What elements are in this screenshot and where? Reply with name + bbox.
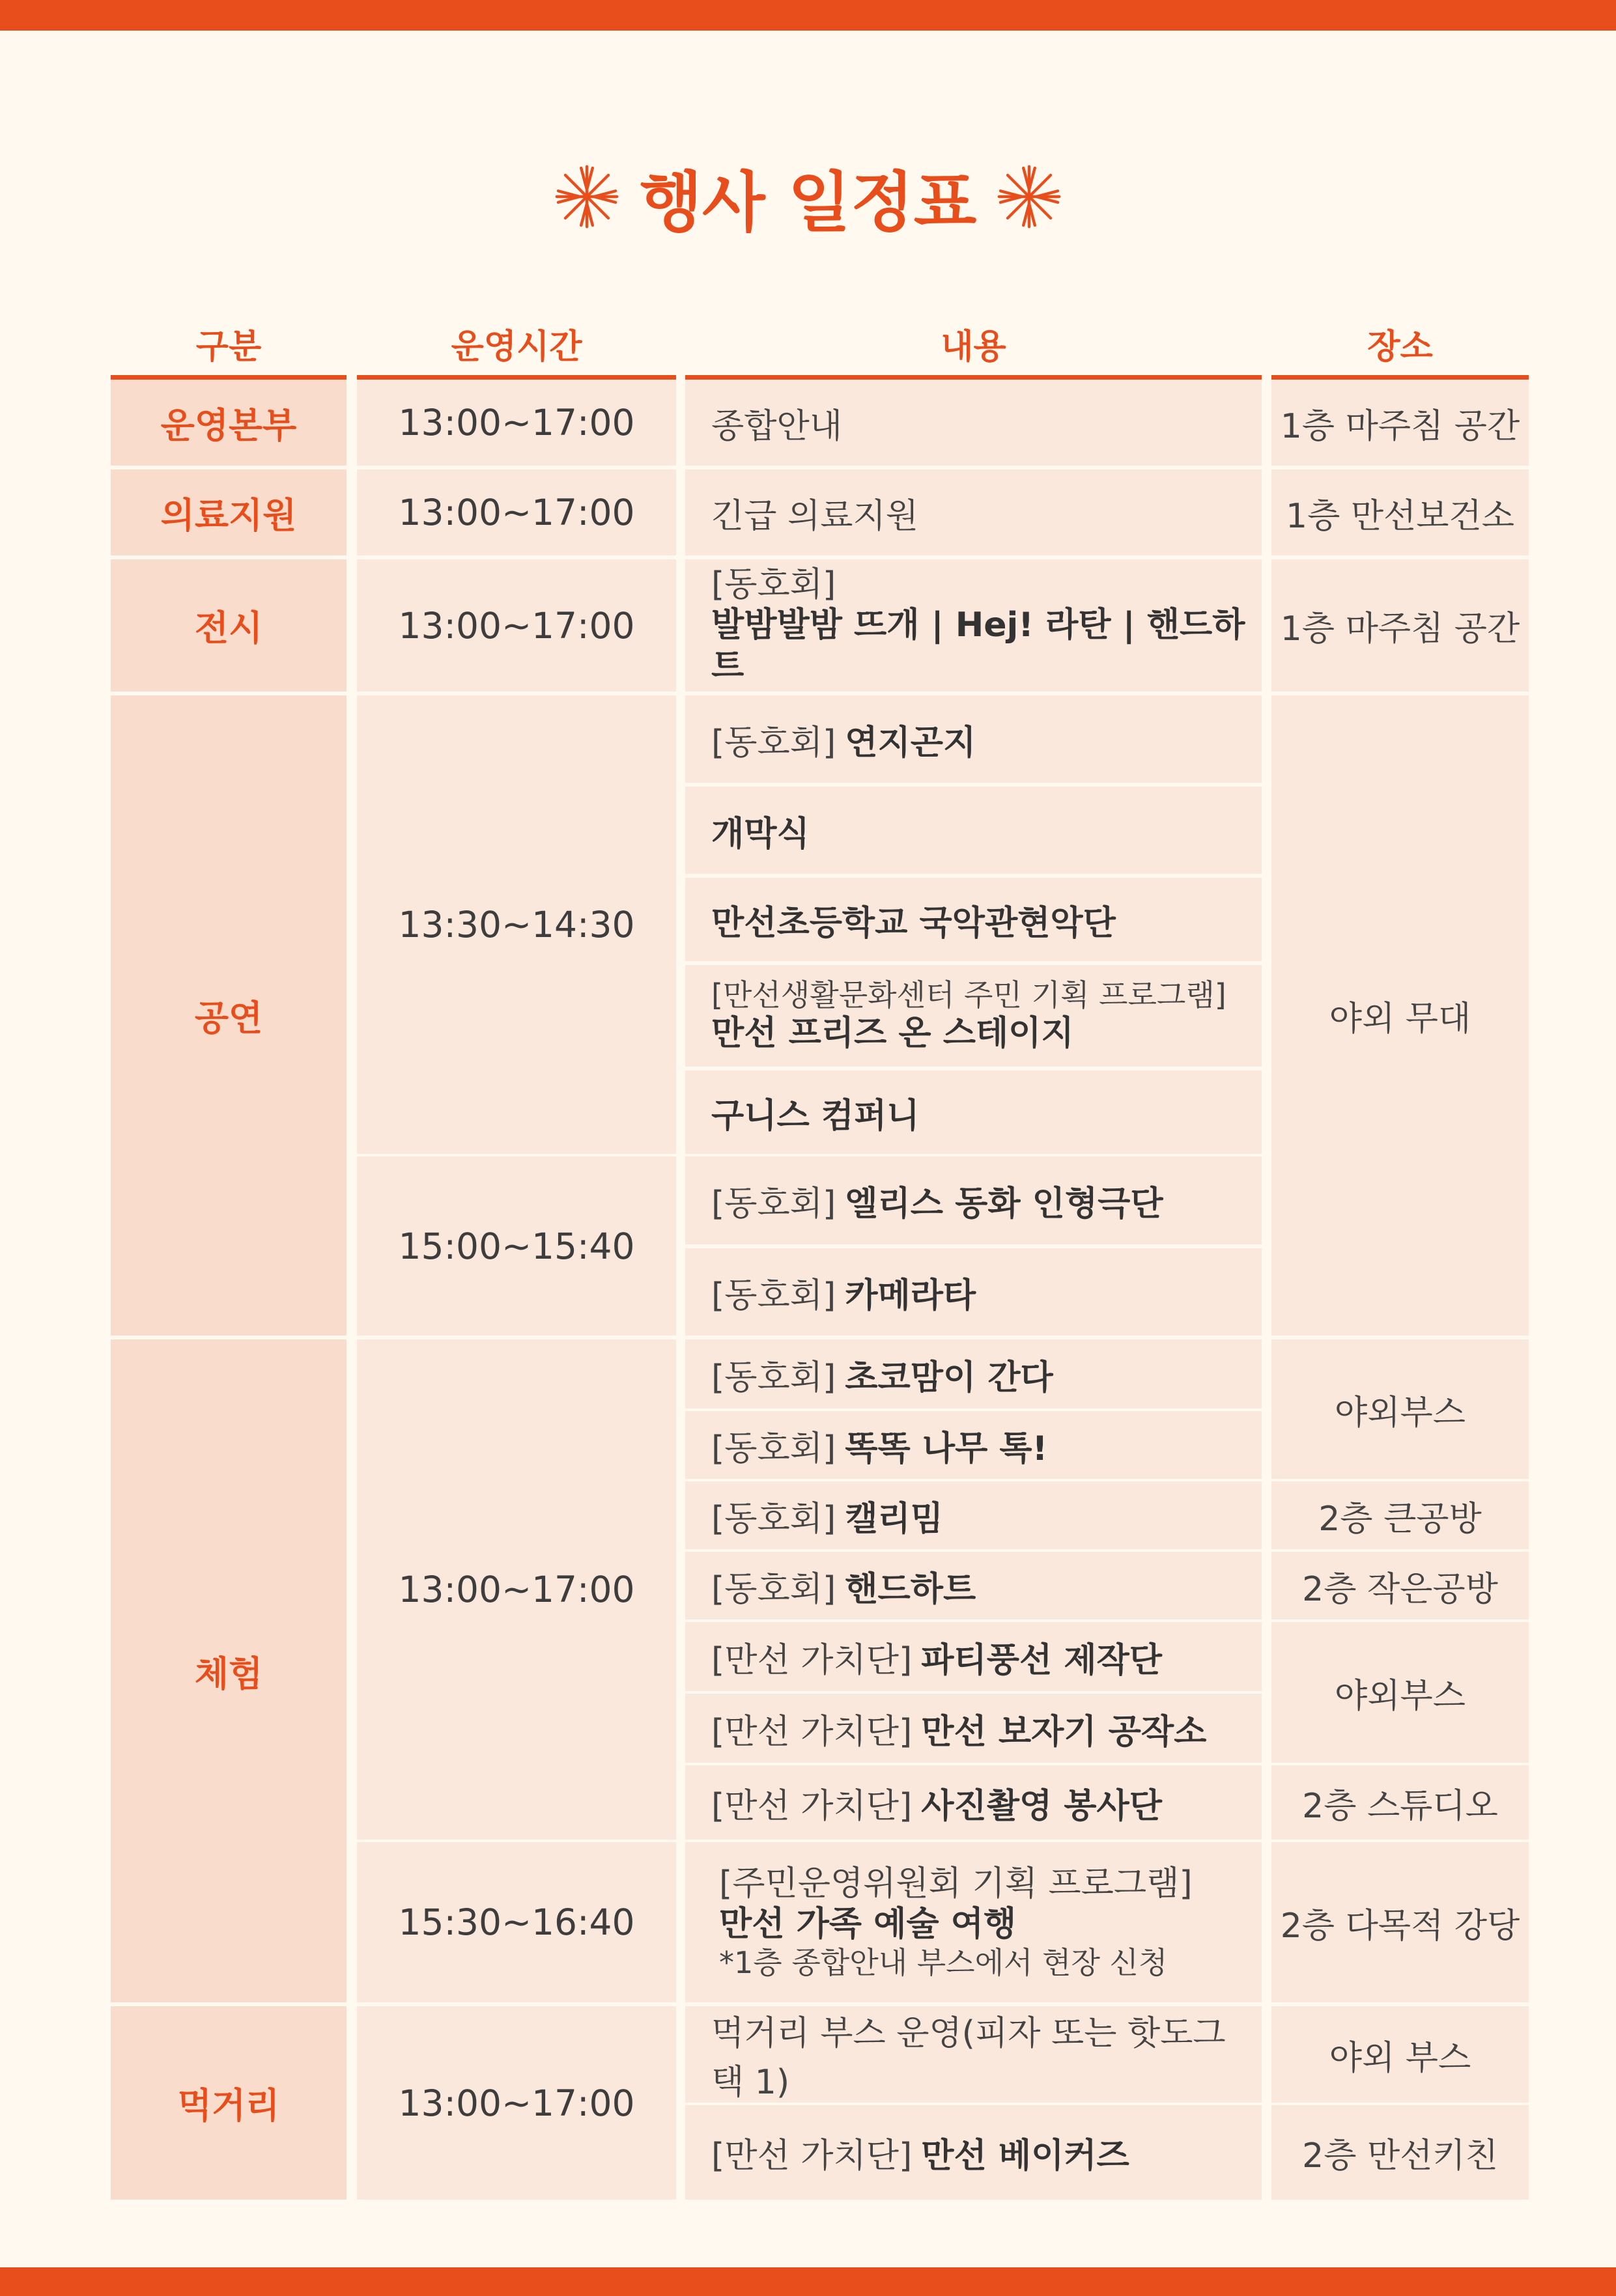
content-title: 구니스 컴퍼니 — [711, 1096, 920, 1136]
content-prefix: [주민운영위원회 기획 프로그램] — [719, 1864, 1193, 1904]
title-text: 행사 일정표 — [639, 164, 977, 241]
content-prefix: [만선 가치단] — [711, 2136, 913, 2176]
time-cell: 15:00~15:40 — [357, 1156, 676, 1336]
place-cell: 1층 만선보건소 — [1271, 469, 1529, 555]
content-cell — [685, 1622, 1262, 1691]
place-cell: 1층 마주침 공간 — [1271, 380, 1529, 466]
header-time: 운영시간 — [357, 311, 676, 380]
content-cell — [685, 1411, 1262, 1479]
content-cell — [685, 695, 1262, 783]
category-cell: 먹거리 — [111, 2006, 347, 2200]
content-prefix: [동호회] — [711, 565, 836, 604]
content-prefix: [동호회] — [711, 1358, 836, 1397]
content-cell — [685, 1552, 1262, 1619]
content-prefix: [동호회] — [711, 723, 836, 763]
sparkle-icon — [993, 161, 1065, 232]
content-note: *1층 종합안내 부스에서 현장 신청 — [719, 1944, 1168, 1980]
content-prefix: [만선 가치단] — [711, 1786, 913, 1826]
content-title: 만선 베이커즈 — [921, 2136, 1129, 2176]
time-cell: 13:00~17:00 — [357, 380, 676, 466]
place-cell: 야외부스 — [1271, 1622, 1529, 1763]
content-cell: 종합안내 — [685, 380, 1262, 466]
content-title: 캘리밈 — [845, 1499, 943, 1539]
place-cell: 2층 작은공방 — [1271, 1552, 1529, 1619]
content-cell — [685, 1481, 1262, 1549]
time-cell: 13:00~17:00 — [357, 2006, 676, 2200]
time-cell: 13:30~14:30 — [357, 695, 676, 1154]
content-title: 똑똑 나무 톡! — [845, 1429, 1048, 1468]
content-cell: 긴급 의료지원 — [685, 469, 1262, 555]
content-title: 핸드하트 — [845, 1569, 976, 1609]
time-cell: 13:00~17:00 — [357, 1339, 676, 1840]
place-cell: 야외 부스 — [1271, 2006, 1529, 2103]
content-cell — [685, 878, 1262, 961]
time-cell: 15:30~16:40 — [357, 1842, 676, 2002]
place-cell: 2층 큰공방 — [1271, 1481, 1529, 1549]
content-cell — [685, 965, 1262, 1067]
content-title: 만선 가족 예술 여행 — [719, 1905, 1017, 1944]
content-prefix: [동호회] — [711, 1499, 836, 1539]
content-title: 만선 프리즈 온 스테이지 — [711, 1014, 1074, 1054]
content-title: 연지곤지 — [845, 723, 976, 763]
place-cell: 2층 만선키친 — [1271, 2105, 1529, 2200]
top-accent-bar — [0, 0, 1616, 31]
page-title — [0, 150, 1616, 247]
content-prefix: [만선생활문화센터 주민 기획 프로그램] — [711, 977, 1226, 1013]
content-cell — [685, 2105, 1262, 2200]
content-title: 사진촬영 봉사단 — [921, 1786, 1162, 1826]
place-cell: 야외 무대 — [1271, 695, 1529, 1336]
content-prefix: [동호회] — [711, 1569, 836, 1609]
time-cell: 13:00~17:00 — [357, 559, 676, 692]
place-cell: 2층 다목적 강당 — [1271, 1842, 1529, 2002]
header-place: 장소 — [1271, 311, 1529, 380]
content-title: 파티풍선 제작단 — [921, 1640, 1162, 1680]
content-title: 개막식 — [711, 814, 810, 854]
category-cell: 전시 — [111, 559, 347, 692]
content-prefix: [동호회] — [711, 1429, 836, 1468]
content-prefix: [동호회] — [711, 1276, 836, 1315]
bottom-accent-bar — [0, 2267, 1616, 2296]
content-cell — [685, 1694, 1262, 1763]
content-cell — [685, 1071, 1262, 1154]
header-content: 내용 — [685, 311, 1262, 380]
content-cell — [685, 1156, 1262, 1244]
content-title: 만선 보자기 공작소 — [921, 1712, 1207, 1752]
content-cell: 먹거리 부스 운영(피자 또는 핫도그 택 1) — [685, 2006, 1262, 2103]
content-title: 발밤발밤 뜨개 | Hej! 라탄 | 핸드하트 — [711, 606, 1245, 686]
content-title: 카메라타 — [845, 1276, 976, 1315]
category-cell: 의료지원 — [111, 469, 347, 555]
sparkle-icon — [551, 161, 623, 232]
category-cell: 운영본부 — [111, 380, 347, 466]
content-title: 초코맘이 간다 — [845, 1358, 1053, 1397]
content-cell — [685, 1248, 1262, 1336]
category-cell: 공연 — [111, 695, 347, 1336]
time-cell: 13:00~17:00 — [357, 469, 676, 555]
place-cell: 1층 마주침 공간 — [1271, 559, 1529, 692]
content-title: 엘리스 동화 인형극단 — [845, 1184, 1163, 1224]
content-cell — [685, 1765, 1262, 1840]
content-cell — [685, 559, 1262, 692]
content-prefix: [만선 가치단] — [711, 1640, 913, 1680]
content-cell — [685, 1842, 1262, 2002]
content-cell — [685, 1339, 1262, 1408]
content-cell — [685, 787, 1262, 874]
place-cell: 야외부스 — [1271, 1339, 1529, 1479]
category-cell: 체험 — [111, 1339, 347, 2002]
header-category: 구분 — [111, 311, 347, 380]
content-prefix: [만선 가치단] — [711, 1712, 913, 1752]
place-cell: 2층 스튜디오 — [1271, 1765, 1529, 1840]
content-title: 만선초등학교 국악관현악단 — [711, 903, 1116, 943]
content-prefix: [동호회] — [711, 1184, 836, 1224]
